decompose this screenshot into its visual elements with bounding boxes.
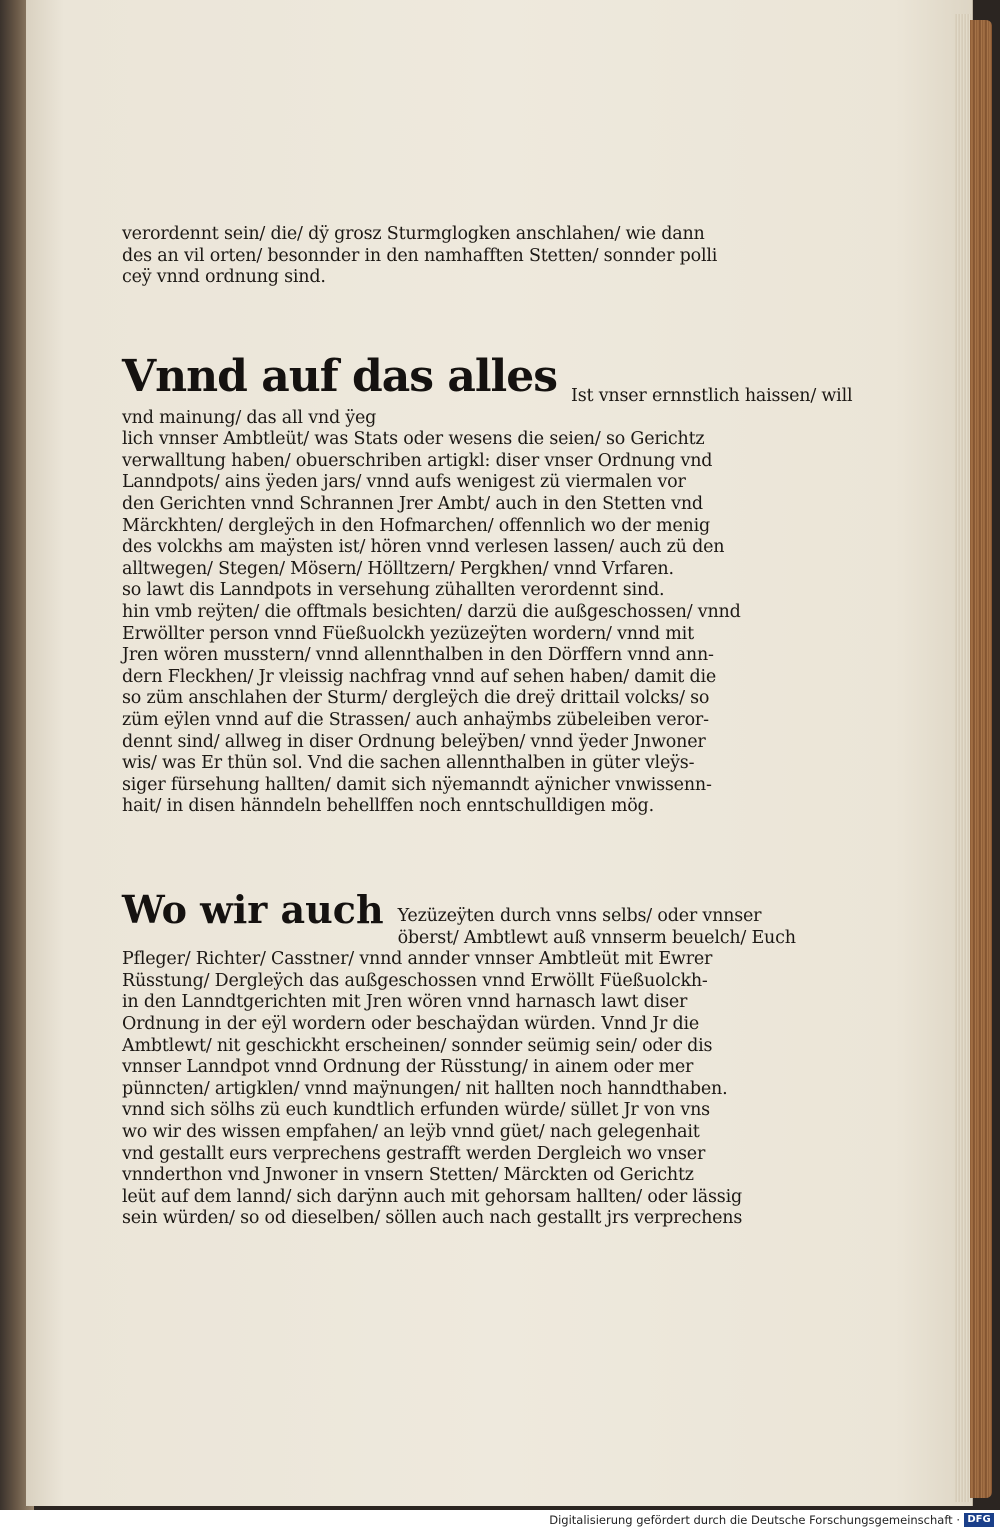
text-line: verordennt sein/ die/ dÿ grosz Sturmglogken anschlahen/ wie dann (122, 224, 705, 244)
text-block-1 (122, 224, 752, 289)
text-line: wis/ was Er thün sol. Vnd die sachen allennthalben in güter vleÿs- (122, 753, 695, 774)
text-line: so züm anschlahen der Sturm/ dergleÿch die dreÿ drittail volcks/ so (122, 688, 710, 709)
text-line: ceÿ vnnd ordnung sind. (122, 267, 326, 288)
text-line: Ist vnser ernnstlich haissen/ will (571, 386, 853, 406)
footer-bar (0, 1510, 1000, 1531)
text-line: lich vnnser Ambtleüt/ was Stats oder wesens die seien/ so Gerichtz (122, 429, 705, 450)
text-block-3 (122, 887, 796, 1230)
text-line: öberst/ Ambtlewt auß vnnserm beuelch/ Euch (397, 927, 796, 948)
text-line: züm eÿlen vnnd auf die Strassen/ auch anhaÿmbs zübeleiben veror- (122, 709, 709, 730)
initial-heading: Vnnd auf das alles (122, 351, 558, 402)
text-line: den Gerichten vnnd Schrannen Jrer Ambt/ auch in den Stetten vnd (122, 493, 703, 514)
text-line: Ordnung in der eÿl wordern oder beschaÿdan würden. Vnnd Jr die (122, 1013, 700, 1034)
text-line: vnd mainung/ das all vnd ÿeg (122, 407, 377, 428)
text-line: leüt auf dem lannd/ sich darÿnn auch mit gehorsam hallten/ oder lässig (122, 1186, 742, 1207)
text-line: Märckhten/ dergleÿch in den Hofmarchen/ offennlich wo der menig (122, 515, 710, 536)
text-line: dennt sind/ allweg in diser Ordnung beleÿben/ vnnd ÿeder Jnwoner (122, 731, 706, 752)
text-line: Lanndpots/ ains ÿeden jars/ vnnd aufs wenigest zü viermalen vor (122, 472, 686, 493)
text-line: pünncten/ artigklen/ vnnd maÿnungen/ nit hallten noch hanndthaben. (122, 1078, 728, 1099)
text-line: so lawt dis Lanndpots in versehung zühallten verordennt sind. (122, 580, 665, 601)
text-line: Rüsstung/ Dergleÿch das außgeschossen vnnd Erwöllt Füeßuolckh- (122, 970, 708, 991)
book-fore-edge (970, 20, 992, 1498)
text-line: Yezüzeÿten durch vnns selbs/ oder vnnser (397, 906, 762, 926)
text-line: des volckhs am maÿsten ist/ hören vnnd verlesen lassen/ auch zü den (122, 537, 725, 558)
text-line: Pfleger/ Richter/ Casstner/ vnnd annder vnnser Ambtleüt mit Ewrer (122, 949, 713, 970)
text-line: Ambtlewt/ nit geschickht erscheinen/ sonnder seümig sein/ oder dis (122, 1035, 713, 1056)
text-block-2 (122, 351, 853, 818)
page-stack-edge (955, 14, 971, 1502)
text-line: sein würden/ so od dieselben/ söllen auch nach gestallt jrs verprechens (122, 1208, 743, 1229)
text-line: vnd gestallt eurs verprechens gestrafft werden Dergleich wo vnser (122, 1143, 706, 1164)
text-line: siger fürsehung hallten/ damit sich nÿemanndt aÿnicher vnwissenn- (122, 774, 712, 795)
text-line: hait/ in disen hänndeln behellffen noch enntschulldigen mög. (122, 796, 654, 817)
text-line: Jren wören musstern/ vnnd allennthalben in den Dörffern vnnd ann- (122, 645, 714, 666)
text-line: dern Fleckhen/ Jr vleissig nachfrag vnnd auf sehen haben/ damit die (122, 666, 717, 687)
text-line: wo wir des wissen empfahen/ an leÿb vnnd güet/ nach gelegenhait (122, 1121, 700, 1142)
text-line: vnnser Lanndpot vnnd Ordnung der Rüsstung/ in ainem oder mer (122, 1057, 694, 1078)
text-line: in den Lanndtgerichten mit Jren wören vnnd harnasch lawt diser (122, 992, 688, 1013)
initial-heading: Wo wir auch (122, 887, 384, 932)
dfg-logo: DFG (964, 1513, 994, 1527)
text-line: Erwöllter person vnnd Füeßuolckh yezüzeÿten wordern/ vnnd mit (122, 623, 694, 644)
text-line: hin vmb reÿten/ die offtmals besichten/ darzü die außgeschossen/ vnnd (122, 601, 741, 622)
text-line: des an vil orten/ besonnder in den namhafften Stetten/ sonnder polli (122, 245, 718, 266)
text-line: vnnderthon vnd Jnwoner in vnsern Stetten/ Märckten od Gerichtz (122, 1165, 694, 1186)
funding-credit: Digitalisierung gefördert durch die Deutsche Forschungsgemeinschaft · (549, 1513, 960, 1527)
text-line: alltwegen/ Stegen/ Mösern/ Hölltzern/ Pergkhen/ vnnd Vrfaren. (122, 558, 674, 579)
text-line: verwalltung haben/ obuerschriben artigkl: diser vnser Ordnung vnd (122, 450, 713, 471)
text-line: vnnd sich sölhs zü euch kundtlich erfunden würde/ süllet Jr von vns (122, 1100, 710, 1121)
